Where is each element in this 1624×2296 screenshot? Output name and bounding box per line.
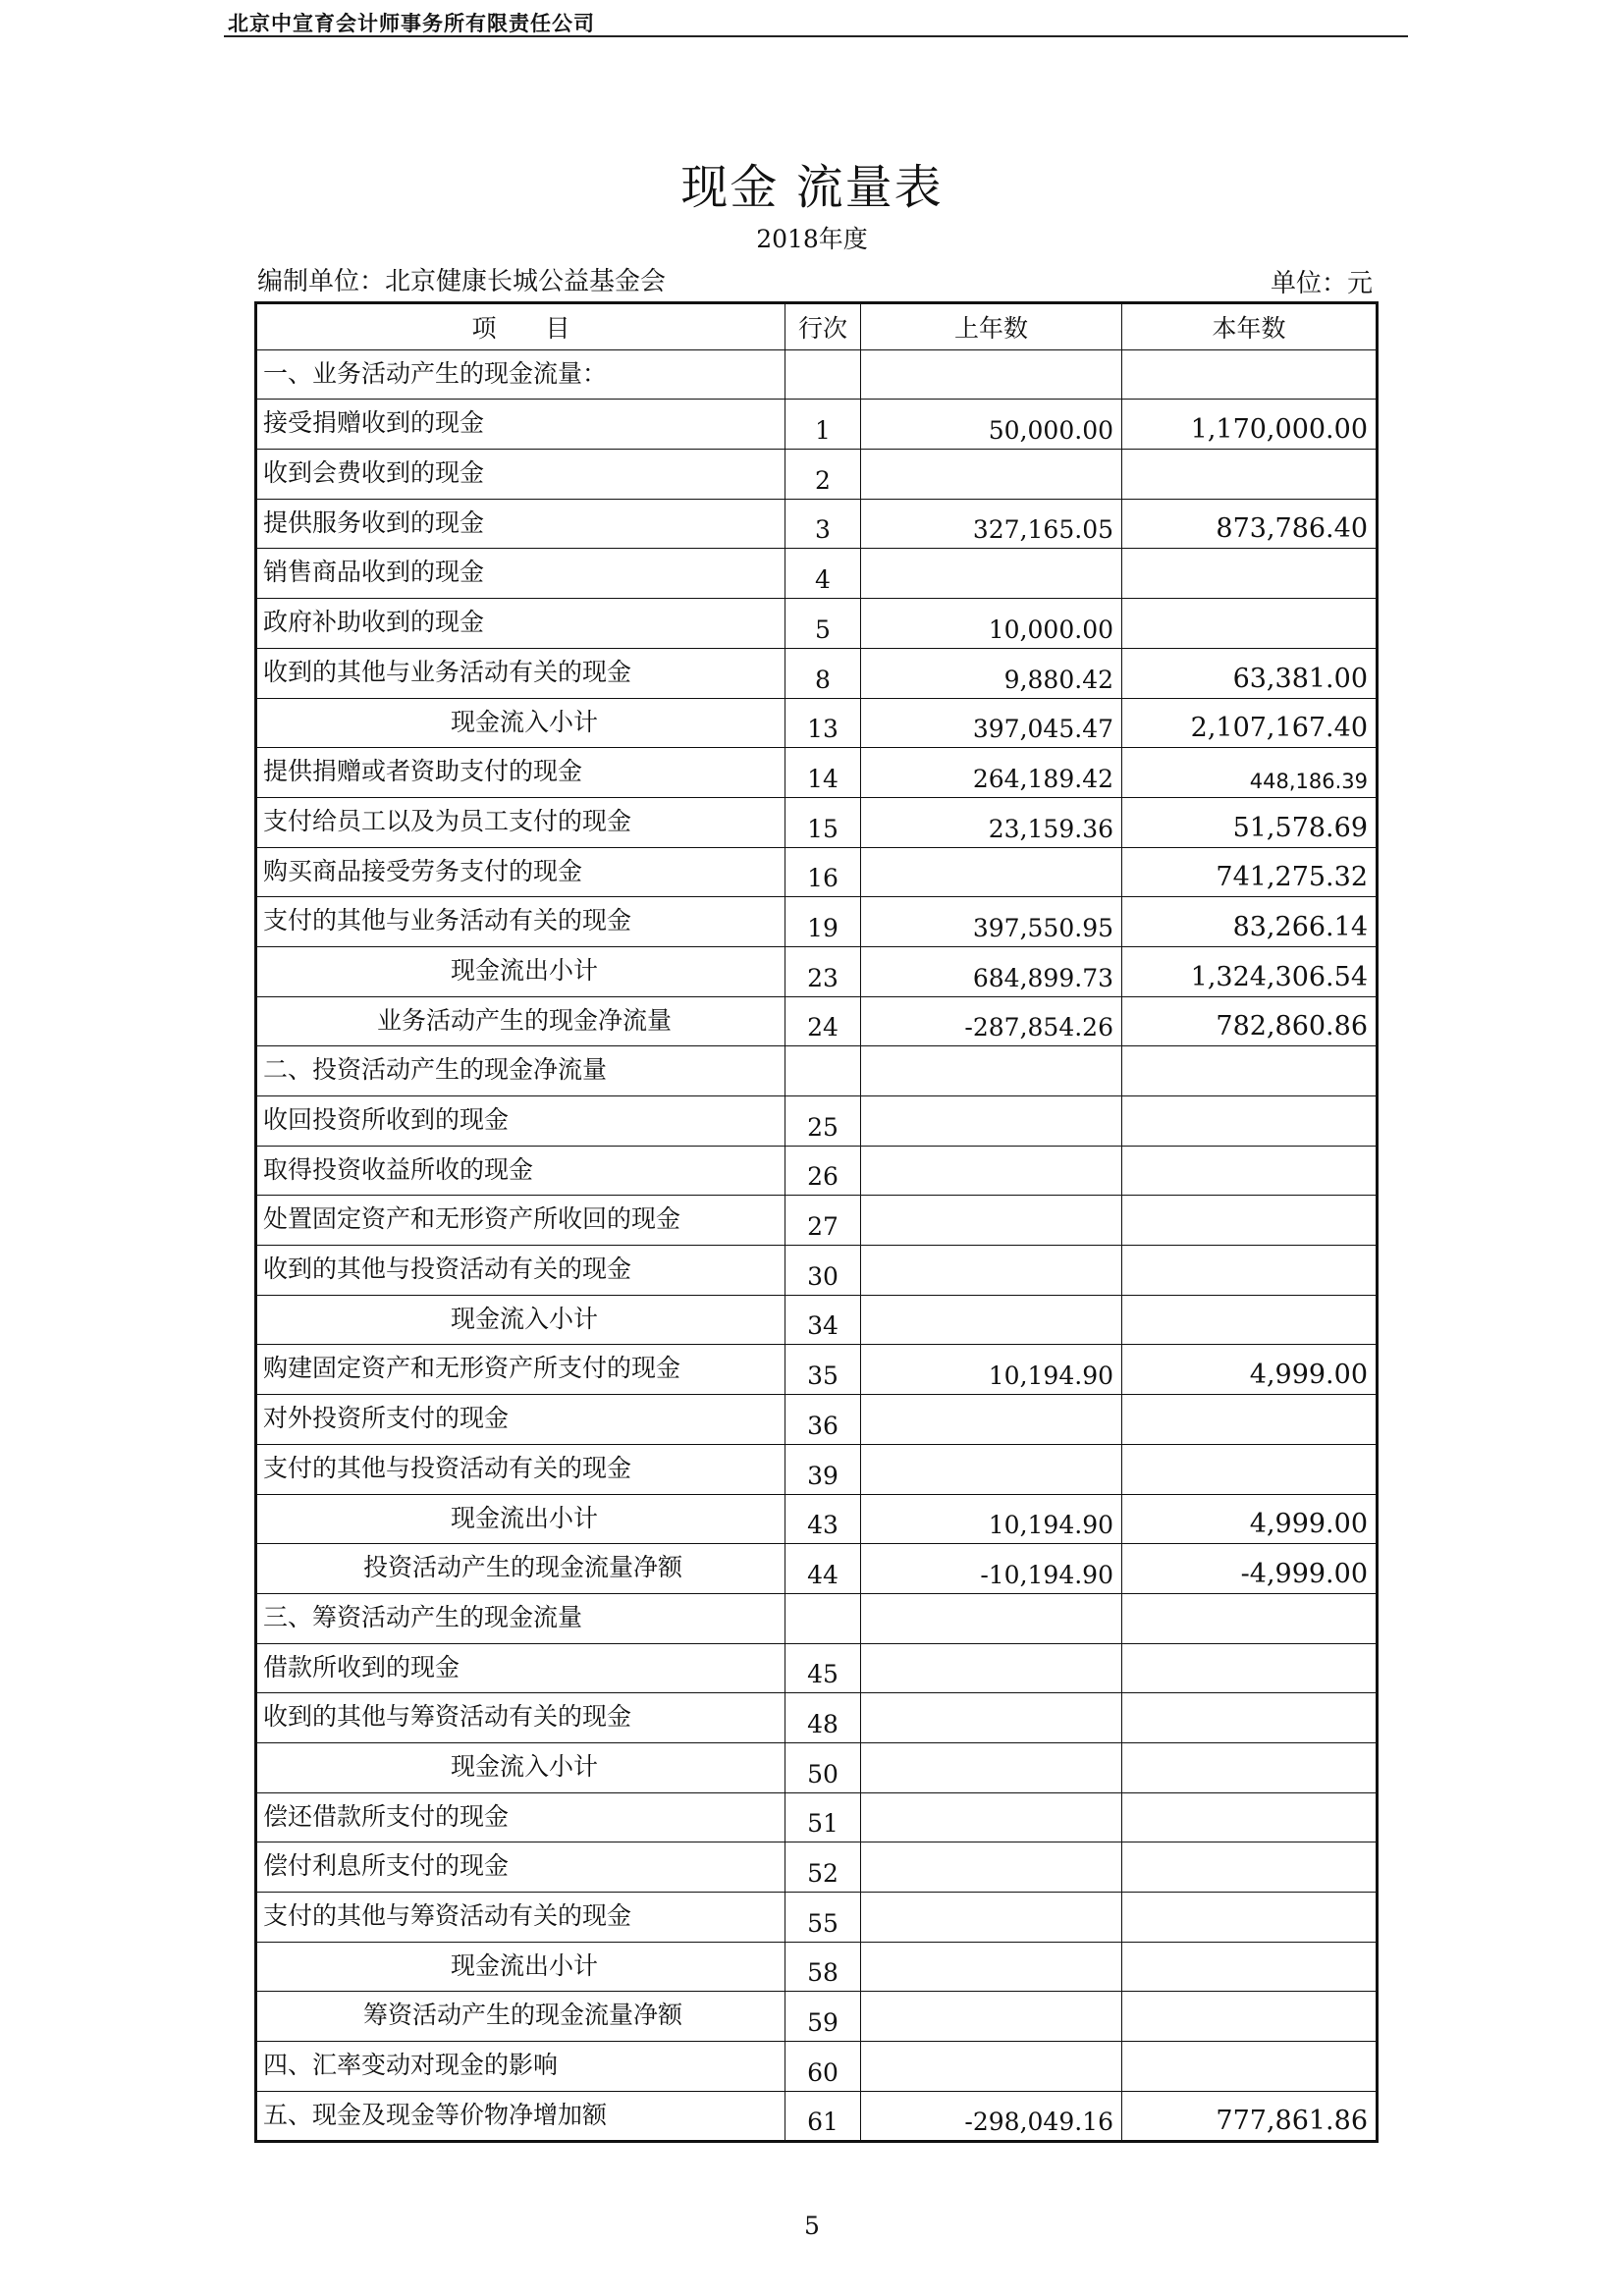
- row-prior-year-value: 264,189.42: [861, 748, 1122, 798]
- table-row: [256, 797, 1378, 847]
- row-item-label: 现金流出小计: [256, 1942, 785, 1992]
- table-row: [256, 1096, 1378, 1147]
- row-current-year-value: [1122, 1942, 1378, 1992]
- row-current-year-value: -4,999.00: [1122, 1544, 1378, 1594]
- table-row: [256, 549, 1378, 599]
- column-header-line: 行次: [785, 303, 861, 350]
- row-current-year-value: [1122, 1146, 1378, 1196]
- row-prior-year-value: 10,000.00: [861, 599, 1122, 649]
- table-row: [256, 1742, 1378, 1792]
- row-current-year-value: 63,381.00: [1122, 648, 1378, 698]
- row-item-label: 购建固定资产和无形资产所支付的现金: [256, 1345, 785, 1395]
- row-current-year-value: [1122, 1742, 1378, 1792]
- row-prior-year-value: [861, 1942, 1122, 1992]
- row-line-number: 4: [785, 549, 861, 599]
- row-prior-year-value: 327,165.05: [861, 499, 1122, 549]
- table-row: [256, 847, 1378, 897]
- row-prior-year-value: 23,159.36: [861, 797, 1122, 847]
- row-current-year-value: 2,107,167.40: [1122, 698, 1378, 748]
- row-current-year-value: [1122, 1842, 1378, 1893]
- row-prior-year-value: 50,000.00: [861, 400, 1122, 450]
- row-item-label: 借款所收到的现金: [256, 1643, 785, 1693]
- row-line-number: 14: [785, 748, 861, 798]
- row-prior-year-value: [861, 1395, 1122, 1445]
- firm-name-header: 北京中宣育会计师事务所有限责任公司: [228, 12, 595, 35]
- row-line-number: 58: [785, 1942, 861, 1992]
- table-row: [256, 996, 1378, 1046]
- row-item-label: 投资活动产生的现金流量净额: [256, 1544, 785, 1594]
- row-item-label: 四、汇率变动对现金的影响: [256, 2042, 785, 2092]
- row-current-year-value: 777,861.86: [1122, 2091, 1378, 2142]
- row-line-number: 19: [785, 897, 861, 947]
- row-line-number: 34: [785, 1295, 861, 1345]
- row-line-number: 5: [785, 599, 861, 649]
- row-current-year-value: [1122, 1295, 1378, 1345]
- table-row: [256, 1345, 1378, 1395]
- row-item-label: 现金流入小计: [256, 1742, 785, 1792]
- table-row: [256, 748, 1378, 798]
- column-header-prior-year: 上年数: [861, 303, 1122, 350]
- row-current-year-value: [1122, 599, 1378, 649]
- row-current-year-value: 1,170,000.00: [1122, 400, 1378, 450]
- column-header-item: 项 目: [256, 303, 785, 350]
- table-row: [256, 897, 1378, 947]
- row-line-number: 15: [785, 797, 861, 847]
- row-current-year-value: 4,999.00: [1122, 1494, 1378, 1544]
- row-current-year-value: [1122, 1196, 1378, 1246]
- row-current-year-value: [1122, 2042, 1378, 2092]
- row-line-number: 60: [785, 2042, 861, 2092]
- table-row: [256, 1544, 1378, 1594]
- table-row: [256, 1295, 1378, 1345]
- row-prior-year-value: [861, 1792, 1122, 1842]
- column-header-current-year: 本年数: [1122, 303, 1378, 350]
- row-item-label: 业务活动产生的现金净流量: [256, 996, 785, 1046]
- table-row: [256, 1893, 1378, 1943]
- row-prior-year-value: -287,854.26: [861, 996, 1122, 1046]
- row-line-number: 3: [785, 499, 861, 549]
- row-line-number: 27: [785, 1196, 861, 1246]
- table-row: [256, 1792, 1378, 1842]
- row-prior-year-value: [861, 549, 1122, 599]
- row-current-year-value: [1122, 1444, 1378, 1494]
- row-line-number: 43: [785, 1494, 861, 1544]
- table-row: [256, 450, 1378, 500]
- row-item-label: 一、业务活动产生的现金流量：: [256, 349, 785, 400]
- table-row: [256, 1196, 1378, 1246]
- row-prior-year-value: 10,194.90: [861, 1345, 1122, 1395]
- row-current-year-value: [1122, 1096, 1378, 1147]
- row-line-number: 13: [785, 698, 861, 748]
- row-prior-year-value: [861, 1096, 1122, 1147]
- row-line-number: 2: [785, 450, 861, 500]
- row-current-year-value: 741,275.32: [1122, 847, 1378, 897]
- row-item-label: 处置固定资产和无形资产所收回的现金: [256, 1196, 785, 1246]
- reporting-period: 2018年度: [756, 225, 868, 253]
- row-prior-year-value: [861, 1693, 1122, 1743]
- row-prior-year-value: [861, 1643, 1122, 1693]
- row-item-label: 收到的其他与筹资活动有关的现金: [256, 1693, 785, 1743]
- row-item-label: 三、筹资活动产生的现金流量: [256, 1593, 785, 1643]
- row-prior-year-value: [861, 1046, 1122, 1096]
- row-current-year-value: [1122, 549, 1378, 599]
- row-item-label: 提供捐赠或者资助支付的现金: [256, 748, 785, 798]
- table-header-row: [256, 303, 1378, 350]
- row-line-number: 50: [785, 1742, 861, 1792]
- row-item-label: 对外投资所支付的现金: [256, 1395, 785, 1445]
- row-prior-year-value: [861, 1842, 1122, 1893]
- table-row: [256, 400, 1378, 450]
- row-prior-year-value: [861, 450, 1122, 500]
- table-row: [256, 1444, 1378, 1494]
- row-current-year-value: [1122, 349, 1378, 400]
- row-prior-year-value: 10,194.90: [861, 1494, 1122, 1544]
- row-line-number: [785, 1046, 861, 1096]
- row-prior-year-value: [861, 2042, 1122, 2092]
- table-row: [256, 1842, 1378, 1893]
- row-prior-year-value: 9,880.42: [861, 648, 1122, 698]
- row-line-number: 39: [785, 1444, 861, 1494]
- row-current-year-value: [1122, 1593, 1378, 1643]
- document-title: 现金 流量表: [680, 160, 944, 215]
- row-prior-year-value: [861, 847, 1122, 897]
- row-prior-year-value: [861, 1196, 1122, 1246]
- row-item-label: 政府补助收到的现金: [256, 599, 785, 649]
- table-row: [256, 2042, 1378, 2092]
- table-row: [256, 599, 1378, 649]
- row-line-number: 52: [785, 1842, 861, 1893]
- row-line-number: 36: [785, 1395, 861, 1445]
- row-prior-year-value: -298,049.16: [861, 2091, 1122, 2142]
- row-line-number: 44: [785, 1544, 861, 1594]
- row-item-label: 现金流入小计: [256, 698, 785, 748]
- row-prior-year-value: -10,194.90: [861, 1544, 1122, 1594]
- row-line-number: [785, 349, 861, 400]
- row-line-number: 16: [785, 847, 861, 897]
- row-line-number: 51: [785, 1792, 861, 1842]
- row-item-label: 现金流入小计: [256, 1295, 785, 1345]
- row-prior-year-value: [861, 1146, 1122, 1196]
- row-prior-year-value: [861, 1444, 1122, 1494]
- row-item-label: 收到的其他与业务活动有关的现金: [256, 648, 785, 698]
- row-line-number: 48: [785, 1693, 861, 1743]
- table-row: [256, 1046, 1378, 1096]
- row-current-year-value: [1122, 450, 1378, 500]
- row-current-year-value: 1,324,306.54: [1122, 946, 1378, 996]
- table-row: [256, 1395, 1378, 1445]
- row-current-year-value: [1122, 1246, 1378, 1296]
- row-prior-year-value: [861, 1992, 1122, 2042]
- row-item-label: 接受捐赠收到的现金: [256, 400, 785, 450]
- row-item-label: 购买商品接受劳务支付的现金: [256, 847, 785, 897]
- row-item-label: 现金流出小计: [256, 1494, 785, 1544]
- row-item-label: 五、现金及现金等价物净增加额: [256, 2091, 785, 2142]
- table-row: [256, 648, 1378, 698]
- row-line-number: 61: [785, 2091, 861, 2142]
- row-prior-year-value: [861, 1893, 1122, 1943]
- row-item-label: 收回投资所收到的现金: [256, 1096, 785, 1147]
- row-line-number: 30: [785, 1246, 861, 1296]
- row-item-label: 筹资活动产生的现金流量净额: [256, 1992, 785, 2042]
- row-item-label: 支付给员工以及为员工支付的现金: [256, 797, 785, 847]
- cash-flow-table: [254, 301, 1379, 2143]
- row-prior-year-value: 684,899.73: [861, 946, 1122, 996]
- row-line-number: 25: [785, 1096, 861, 1147]
- row-current-year-value: 83,266.14: [1122, 897, 1378, 947]
- row-item-label: 支付的其他与业务活动有关的现金: [256, 897, 785, 947]
- row-line-number: 59: [785, 1992, 861, 2042]
- row-current-year-value: 4,999.00: [1122, 1345, 1378, 1395]
- row-item-label: 偿还借款所支付的现金: [256, 1792, 785, 1842]
- row-current-year-value: [1122, 1643, 1378, 1693]
- page-number: 5: [804, 2212, 820, 2240]
- row-line-number: 45: [785, 1643, 861, 1693]
- row-prior-year-value: 397,045.47: [861, 698, 1122, 748]
- table-row: [256, 349, 1378, 400]
- row-prior-year-value: [861, 1246, 1122, 1296]
- row-item-label: 现金流出小计: [256, 946, 785, 996]
- row-prior-year-value: [861, 1742, 1122, 1792]
- row-current-year-value: [1122, 1693, 1378, 1743]
- row-line-number: 8: [785, 648, 861, 698]
- row-line-number: 1: [785, 400, 861, 450]
- row-item-label: 取得投资收益所收的现金: [256, 1146, 785, 1196]
- table-row: [256, 1146, 1378, 1196]
- row-prior-year-value: [861, 1593, 1122, 1643]
- row-current-year-value: [1122, 1992, 1378, 2042]
- table-row: [256, 1246, 1378, 1296]
- row-prior-year-value: [861, 1295, 1122, 1345]
- table-row: [256, 499, 1378, 549]
- row-current-year-value: 873,786.40: [1122, 499, 1378, 549]
- table-row: [256, 1643, 1378, 1693]
- row-current-year-value: [1122, 1046, 1378, 1096]
- table-row: [256, 1693, 1378, 1743]
- row-line-number: [785, 1593, 861, 1643]
- row-item-label: 销售商品收到的现金: [256, 549, 785, 599]
- currency-unit: 单位：元: [1270, 269, 1373, 298]
- row-current-year-value: [1122, 1792, 1378, 1842]
- row-item-label: 偿付利息所支付的现金: [256, 1842, 785, 1893]
- preparing-entity: 编制单位：北京健康长城公益基金会: [257, 267, 667, 296]
- row-line-number: 55: [785, 1893, 861, 1943]
- row-item-label: 二、投资活动产生的现金净流量: [256, 1046, 785, 1096]
- table-row: [256, 1992, 1378, 2042]
- row-line-number: 35: [785, 1345, 861, 1395]
- table-row: [256, 698, 1378, 748]
- row-line-number: 24: [785, 996, 861, 1046]
- table-row: [256, 1494, 1378, 1544]
- row-item-label: 收到会费收到的现金: [256, 450, 785, 500]
- table-row: [256, 2091, 1378, 2142]
- row-line-number: 26: [785, 1146, 861, 1196]
- row-item-label: 支付的其他与投资活动有关的现金: [256, 1444, 785, 1494]
- row-item-label: 支付的其他与筹资活动有关的现金: [256, 1893, 785, 1943]
- table-row: [256, 946, 1378, 996]
- row-prior-year-value: 397,550.95: [861, 897, 1122, 947]
- row-current-year-value: 51,578.69: [1122, 797, 1378, 847]
- row-prior-year-value: [861, 349, 1122, 400]
- table-row: [256, 1593, 1378, 1643]
- row-current-year-value: [1122, 1395, 1378, 1445]
- row-item-label: 收到的其他与投资活动有关的现金: [256, 1246, 785, 1296]
- table-row: [256, 1942, 1378, 1992]
- row-line-number: 23: [785, 946, 861, 996]
- header-rule: [224, 35, 1408, 37]
- row-current-year-value: [1122, 1893, 1378, 1943]
- row-current-year-value: 448,186.39: [1122, 748, 1378, 798]
- row-current-year-value: 782,860.86: [1122, 996, 1378, 1046]
- row-item-label: 提供服务收到的现金: [256, 499, 785, 549]
